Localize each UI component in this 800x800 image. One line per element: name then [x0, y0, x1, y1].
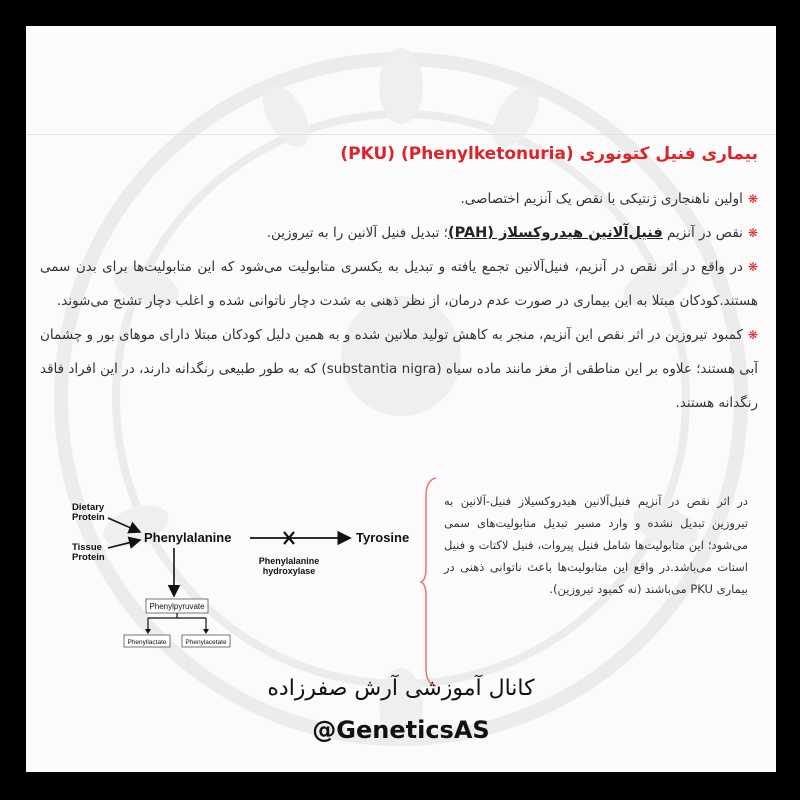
- enzyme-label: Phenylalanine hydroxylase: [258, 556, 320, 576]
- star-bullet-icon: ❋: [747, 328, 758, 342]
- channel-name: کانال آموزشی آرش صفرزاده: [267, 676, 535, 701]
- bullet-item: ❋در واقع در اثر نقص در آنزیم، فنیل‌آلانین تجمع یافته و تبدیل به یکسری متابولیت می‌شود که این متابولیت‌ها برای بدن سمی هستند.کودکان مبتلا به این بیماری در صورت عدم درمان، از نظر ذهنی به شدت دچار ناتوانی شده و اغلب دچار تشنج می‌شوند.: [40, 259, 758, 309]
- page-title: بیماری فنیل کتونوری (Phenylketonuria) (PKU): [340, 144, 758, 164]
- phenylalanine-label: Phenylalanine: [144, 530, 232, 545]
- star-bullet-icon: ❋: [747, 226, 758, 240]
- tissue-protein-label: Tissue Protein: [72, 542, 105, 563]
- star-bullet-icon: ❋: [747, 192, 758, 206]
- bullet-item: ❋اولین ناهنجاری ژنتیکی با نقص یک آنزیم اختصاصی.: [460, 191, 758, 207]
- tyrosine-label: Tyrosine: [356, 530, 410, 545]
- pathway-diagram: [64, 496, 444, 656]
- phenyllactate-label: Phenyllactate: [127, 639, 167, 646]
- phenylacetate-label: Phenylacetate: [185, 639, 227, 646]
- tissue-arrow: [108, 540, 140, 548]
- branch-lines: [148, 613, 206, 632]
- explanation-note: در اثر نقص در آنزیم فنیل‌آلانین هیدروکسیلاز فنیل‌-آلانین به تیروزین تبدیل نشده و وارد مسیر تبدیل متابولیت‌های سمی می‌شود؛ این متابولیت‌ها شامل فنیل پیروات، فنیل لاکتات و فنیل استات می‌باشد.در واقع این متابولیت‌ها باعث ناتوانی ذهنی در بیماری PKU می‌باشند (نه کمبود تیروزین).: [444, 494, 748, 596]
- document-page: [26, 26, 776, 772]
- phenylpyruvate-label: Phenylpyruvate: [149, 602, 205, 611]
- bullet-item: ❋کمبود تیروزین در اثر نقص این آنزیم، منجر به کاهش تولید ملانین شده و به همین دلیل کودکان مبتلا دارای موهای بور و چشمان آبی هستند؛ علاوه بر این مناطقی از مغز مانند ماده سیاه (substantia nigra) که به طور طبیعی رنگدانه دارند، در این افراد فاقد رنگدانه هستند.: [40, 327, 759, 411]
- star-bullet-icon: ❋: [747, 260, 758, 274]
- dietary-protein-label: Dietary Protein: [72, 502, 105, 523]
- branch-arrow-right: [203, 629, 209, 634]
- dietary-arrow: [108, 518, 140, 532]
- bullet-list: [40, 182, 758, 420]
- channel-handle[interactable]: @GeneticsAS: [312, 716, 490, 744]
- top-divider: [26, 134, 776, 135]
- enzyme-name: فنیل‌آلانین هیدروکسلاز (PAH): [447, 225, 663, 241]
- branch-arrow-left: [145, 629, 151, 634]
- curly-brace: [420, 476, 440, 688]
- bullet-item: ❋نقص در آنزیم فنیل‌آلانین هیدروکسلاز (PAH)؛ تبدیل فنیل آلانین را به تیروزین.: [266, 225, 758, 241]
